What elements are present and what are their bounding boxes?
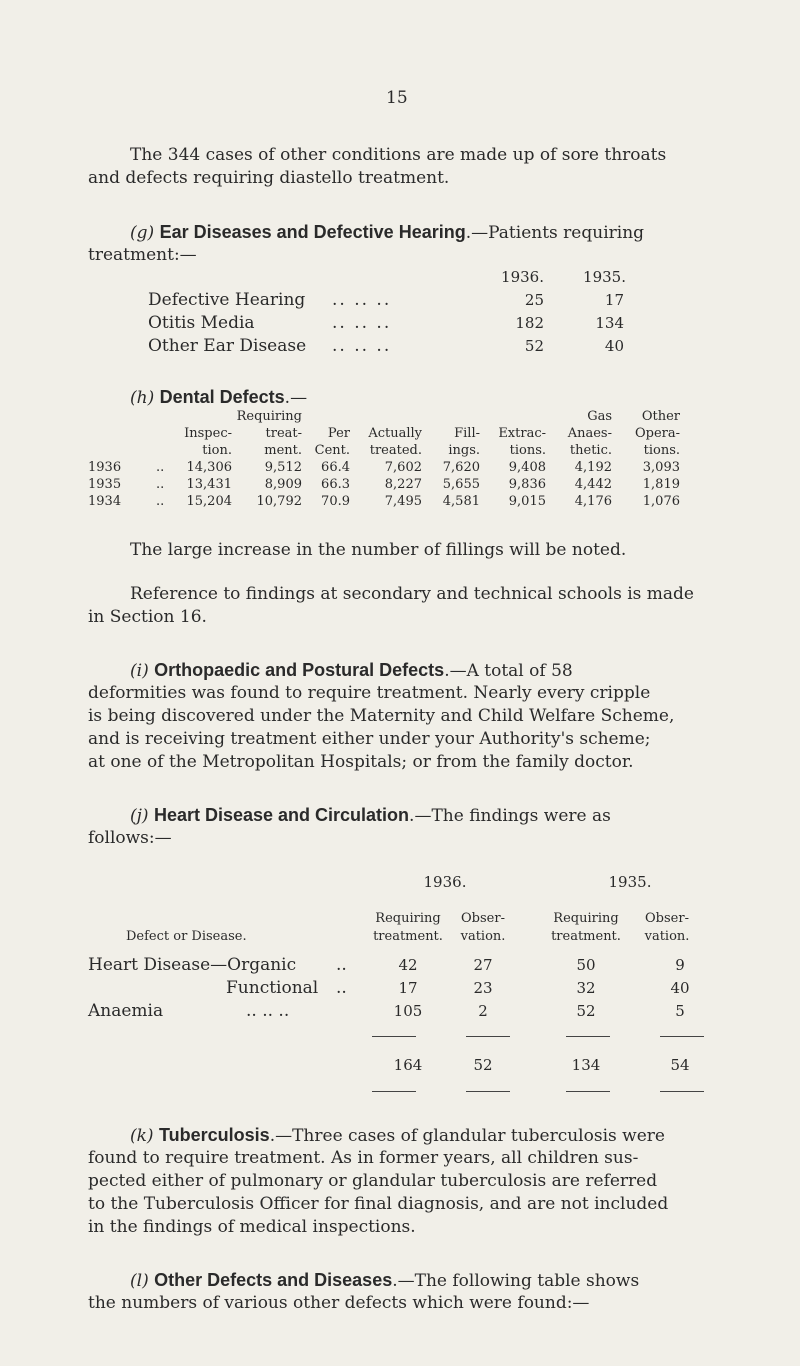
tb-line-5: in the findings of medical inspections.	[88, 1217, 416, 1237]
dental-cell: 10,792	[256, 494, 302, 509]
ear-lead: .—Patients requiring	[465, 223, 645, 243]
ear-year-1936: 1936.	[501, 268, 544, 286]
ear-row-dots: .. .. ..	[332, 290, 392, 310]
dental-header: Requiring	[236, 409, 302, 424]
dental-cell: 1,819	[642, 477, 680, 492]
ortho-line-4: and is receiving treatment either under your Authority's scheme;	[88, 729, 651, 749]
dental-row-dots: ..	[156, 460, 165, 475]
heart-year-1936: 1936.	[423, 873, 467, 891]
heart-row-dots: ..	[336, 955, 347, 975]
heart-letter: (j)	[130, 806, 149, 826]
dental-cell: 8,909	[264, 477, 302, 492]
heart-cell: 52	[576, 1002, 596, 1020]
dental-header: tion.	[202, 443, 232, 458]
ortho-line-2: deformities was found to require treatment. Nearly every cripple	[88, 683, 651, 703]
ear-row-label: Other Ear Disease	[148, 336, 307, 356]
dental-cell: 7,495	[384, 494, 422, 509]
ortho-letter: (i)	[130, 661, 149, 681]
heart-defect-header: Defect or Disease.	[126, 929, 247, 944]
dental-header: Actually	[368, 426, 422, 441]
dental-header: Opera-	[634, 426, 680, 441]
heart-lead-2: follows:—	[88, 828, 172, 848]
dental-cell: 13,431	[186, 477, 232, 492]
ear-row-dots: .. .. ..	[332, 336, 392, 356]
ear-heading: Ear Diseases and Defective Hearing	[159, 222, 466, 242]
dental-row-year: 1935	[88, 477, 122, 492]
ear-row-label: Defective Hearing	[148, 290, 306, 310]
heart-cell: 50	[576, 956, 596, 974]
heart-cell: 40	[670, 979, 690, 997]
heart-heading: Heart Disease and Circulation	[153, 805, 410, 825]
fillings-note: The large increase in the number of fillings will be noted.	[130, 540, 627, 560]
dental-header: Extrac-	[498, 426, 546, 441]
heart-col-header: treatment.	[551, 929, 621, 944]
dental-header: Anaes-	[567, 426, 612, 441]
other-lead: .—The following table shows	[392, 1271, 640, 1291]
reference-line-2: in Section 16.	[88, 607, 207, 627]
intro-line-1: The 344 cases of other conditions are made up of sore throats	[130, 145, 667, 165]
dental-cell: 9,015	[508, 494, 546, 509]
ortho-heading-line	[130, 659, 573, 682]
dental-dash: .—	[284, 388, 308, 408]
dental-row-dots: ..	[156, 494, 165, 509]
page-number: 15	[386, 88, 408, 108]
dental-header: treat-	[265, 426, 302, 441]
intro-line-2: and defects requiring diastello treatment.	[88, 168, 450, 188]
heart-row-label: Functional	[226, 978, 319, 998]
dental-heading: Dental Defects	[159, 387, 285, 407]
heart-col-header: Obser-	[461, 911, 505, 926]
heart-col-header: treatment.	[373, 929, 443, 944]
ear-year-1935: 1935.	[583, 268, 626, 286]
heart-cell: 17	[398, 979, 418, 997]
heart-col-header: vation.	[460, 929, 506, 944]
heart-cell: 105	[393, 1002, 423, 1020]
dental-cell: 4,581	[442, 494, 480, 509]
dental-header: ings.	[448, 443, 480, 458]
dental-cell: 70.9	[321, 494, 350, 509]
ortho-lead: .—A total of 58	[444, 661, 573, 681]
ear-row-1935: 40	[604, 337, 624, 355]
ear-row-label: Otitis Media	[148, 313, 255, 333]
dental-cell: 8,227	[384, 477, 422, 492]
dental-header: Inspec-	[184, 426, 232, 441]
dental-header: tions.	[509, 443, 546, 458]
heart-col-header: Requiring	[553, 911, 619, 926]
dental-row-year: 1934	[88, 494, 122, 509]
heart-cell: 23	[473, 979, 493, 997]
heart-cell: 27	[473, 956, 493, 974]
dental-row-year: 1936	[88, 460, 122, 475]
dental-cell: 15,204	[186, 494, 232, 509]
dental-header: tions.	[643, 443, 680, 458]
tb-line-3: pected either of pulmonary or glandular tuberculosis are referred	[88, 1171, 658, 1191]
heart-heading-line	[130, 804, 611, 827]
other-letter: (l)	[130, 1271, 149, 1291]
ear-lead-2: treatment:—	[88, 245, 197, 265]
dental-cell: 66.4	[321, 460, 350, 475]
dental-row-dots: ..	[156, 477, 165, 492]
heart-sum-rule	[372, 1036, 416, 1037]
heart-year-1935: 1935.	[608, 873, 652, 891]
heart-row-label: Anaemia	[88, 1001, 164, 1021]
other-heading-line	[130, 1269, 639, 1292]
ortho-line-5: at one of the Metropolitan Hospitals; or from the family doctor.	[88, 752, 634, 772]
heart-sum-rule	[566, 1036, 610, 1037]
dental-cell: 4,442	[574, 477, 612, 492]
heart-total: 134	[571, 1056, 601, 1074]
dental-header: Cent.	[314, 443, 350, 458]
dental-cell: 9,512	[264, 460, 302, 475]
dental-cell: 9,836	[508, 477, 546, 492]
heart-row-dots: .. .. ..	[246, 1001, 290, 1021]
dental-cell: 3,093	[642, 460, 680, 475]
dental-heading-line	[130, 386, 307, 409]
reference-line-1: Reference to findings at secondary and technical schools is made	[130, 584, 694, 604]
tb-heading: Tuberculosis	[158, 1125, 270, 1145]
heart-col-header: Obser-	[645, 911, 689, 926]
heart-cell: 42	[398, 956, 418, 974]
heart-total-rule	[566, 1091, 610, 1092]
dental-cell: 4,176	[574, 494, 612, 509]
heart-cell: 32	[576, 979, 596, 997]
other-line-2: the numbers of various other defects which were found:—	[88, 1293, 590, 1313]
other-heading: Other Defects and Diseases	[154, 1270, 393, 1290]
heart-total-rule	[372, 1091, 416, 1092]
ear-row-1935: 17	[604, 291, 624, 309]
tb-line-4: to the Tuberculosis Officer for final diagnosis, and are not included	[88, 1194, 669, 1214]
ortho-line-3: is being discovered under the Maternity and Child Welfare Scheme,	[88, 706, 675, 726]
tb-heading-line	[130, 1124, 665, 1147]
heart-row-dots: ..	[336, 978, 347, 998]
tb-letter: (k)	[130, 1126, 154, 1146]
dental-header: Gas	[587, 409, 612, 424]
heart-cell: 9	[675, 956, 685, 974]
dental-header: thetic.	[569, 443, 612, 458]
ear-row-1935: 134	[595, 314, 624, 332]
dental-cell: 14,306	[186, 460, 232, 475]
dental-cell: 5,655	[442, 477, 480, 492]
ortho-heading: Orthopaedic and Postural Defects	[154, 660, 445, 680]
ear-row-1936: 52	[524, 337, 544, 355]
dental-header: treated.	[369, 443, 422, 458]
ear-row-1936: 25	[524, 291, 544, 309]
heart-total: 52	[473, 1056, 493, 1074]
dental-cell: 4,192	[574, 460, 612, 475]
heart-cell: 2	[478, 1002, 488, 1020]
ear-heading-line	[130, 221, 644, 244]
heart-col-header: vation.	[644, 929, 690, 944]
heart-col-header: Requiring	[375, 911, 441, 926]
dental-cell: 7,602	[384, 460, 422, 475]
dental-header: Other	[641, 409, 680, 424]
heart-lead: .—The findings were as	[409, 806, 611, 826]
dental-cell: 66.3	[321, 477, 350, 492]
heart-total: 54	[670, 1056, 690, 1074]
heart-total-rule	[660, 1091, 704, 1092]
heart-row-label: Heart Disease—Organic	[88, 955, 297, 975]
dental-cell: 9,408	[508, 460, 546, 475]
dental-header: Fill-	[454, 426, 480, 441]
ear-letter: (g)	[130, 223, 155, 243]
dental-letter: (h)	[130, 388, 155, 408]
heart-sum-rule	[660, 1036, 704, 1037]
heart-sum-rule	[466, 1036, 510, 1037]
tb-line-2: found to require treatment. As in former years, all children sus-	[88, 1148, 639, 1168]
dental-header: Per	[327, 426, 350, 441]
heart-total: 164	[393, 1056, 423, 1074]
dental-header: ment.	[264, 443, 302, 458]
dental-cell: 1,076	[642, 494, 680, 509]
dental-cell: 7,620	[442, 460, 480, 475]
ear-row-dots: .. .. ..	[332, 313, 392, 333]
tb-lead: .—Three cases of glandular tuberculosis were	[269, 1126, 665, 1146]
ear-row-1936: 182	[515, 314, 544, 332]
heart-cell: 5	[675, 1002, 685, 1020]
heart-total-rule	[466, 1091, 510, 1092]
